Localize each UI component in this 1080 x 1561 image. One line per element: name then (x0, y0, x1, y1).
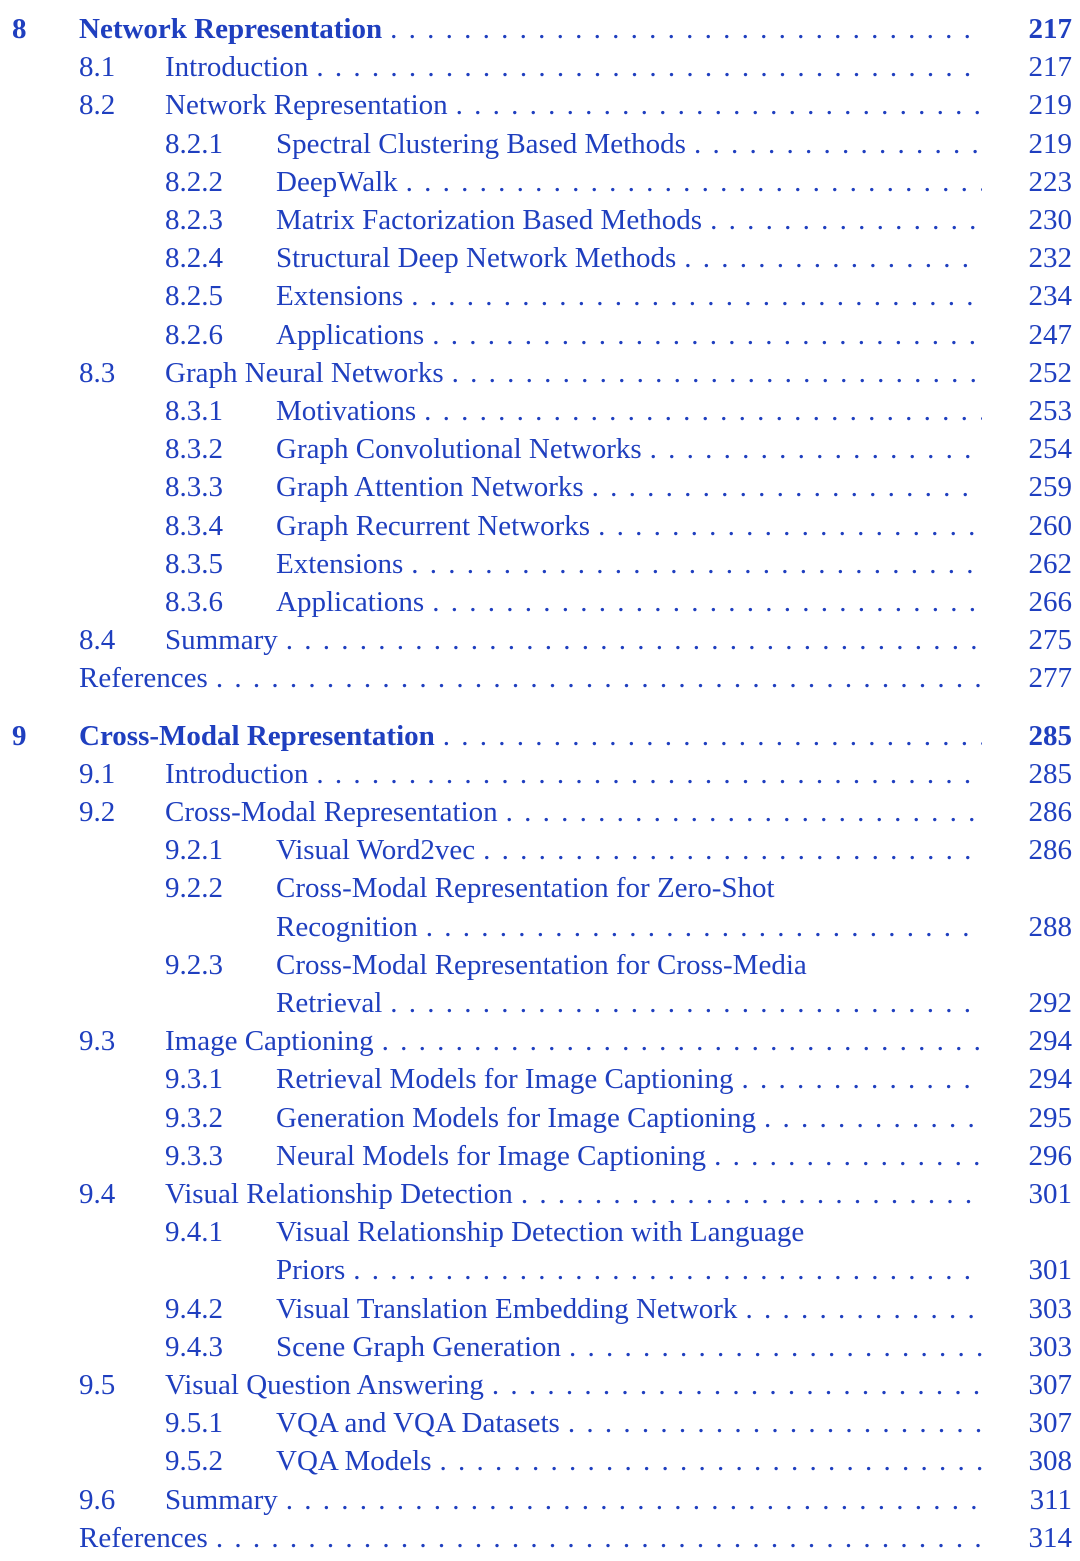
dot-leader (569, 1328, 982, 1366)
toc-entry-title-wrap (165, 1022, 990, 1060)
toc-entry[interactable] (0, 1251, 1080, 1289)
toc-entry-page-number[interactable]: 277 (1028, 662, 1072, 695)
toc-entry[interactable] (0, 1366, 1080, 1404)
toc-chapter-entry[interactable] (0, 10, 1080, 48)
toc-entry-page-number[interactable]: 260 (1028, 509, 1072, 542)
toc-entry-title[interactable]: References (79, 662, 208, 695)
dot-leader (216, 1519, 982, 1557)
toc-entry[interactable] (0, 793, 1080, 831)
toc-entry[interactable] (0, 468, 1080, 506)
toc-entry[interactable] (0, 48, 1080, 86)
toc-entry-number: 8.3.2 (165, 433, 223, 466)
dot-leader (216, 659, 982, 697)
toc-entry-title[interactable]: Summary (165, 624, 278, 657)
toc-entry[interactable] (0, 908, 1080, 946)
toc-entry[interactable] (0, 1175, 1080, 1213)
toc-entry-number: 8.2.3 (165, 204, 223, 236)
toc-entry-title[interactable]: Network Representation (165, 89, 448, 122)
toc-entry-number: 9.4 (79, 1178, 116, 1210)
dot-leader (714, 1137, 982, 1175)
toc-entry-page-number[interactable]: 253 (1028, 395, 1072, 427)
toc-entry-title[interactable]: Applications (276, 586, 425, 618)
toc-entry-page-number[interactable]: 254 (1028, 433, 1072, 466)
toc-entry-number: 8.2.6 (165, 318, 223, 351)
dot-leader (426, 908, 982, 946)
toc-entry[interactable] (0, 1481, 1080, 1519)
toc-entry-page-number[interactable]: 262 (1028, 547, 1072, 580)
toc-entry-page-number[interactable]: 219 (1028, 89, 1072, 122)
toc-entry-title[interactable]: Scene Graph Generation (276, 1330, 562, 1363)
toc-entry-title-wrap (276, 1328, 990, 1366)
toc-entry-number: 8.3.4 (165, 509, 223, 542)
toc-entry-title-wrap (165, 354, 990, 392)
toc-entry-title[interactable]: Graph Neural Networks (165, 356, 444, 389)
toc-entry[interactable] (0, 545, 1080, 583)
toc-entry-page-number[interactable]: 286 (1028, 796, 1072, 828)
dot-leader (390, 10, 982, 48)
toc-entry-page-number[interactable]: 247 (1028, 318, 1072, 351)
toc-entry-number: 9.4.1 (165, 1216, 223, 1249)
toc-entry-title-wrap (276, 1213, 990, 1251)
toc-entry-title[interactable]: DeepWalk (276, 165, 398, 198)
dot-leader (764, 1099, 982, 1137)
toc-entry-page-number[interactable]: 217 (1028, 13, 1072, 45)
toc-entry-title-wrap (276, 1137, 990, 1175)
toc-entry-number: 9.3 (79, 1025, 116, 1058)
toc-entry-title[interactable]: Spectral Clustering Based Methods (276, 127, 686, 160)
toc-entry-page-number[interactable]: 223 (1028, 165, 1072, 198)
toc-entry-title-wrap (276, 1060, 990, 1098)
dot-leader (521, 1175, 982, 1213)
toc-entry-title-wrap (276, 946, 990, 984)
toc-entry-number: 8.2 (79, 89, 116, 122)
toc-entry-page-number[interactable]: 314 (1028, 1521, 1072, 1554)
toc-entry[interactable] (0, 430, 1080, 468)
toc-entry[interactable] (0, 316, 1080, 354)
toc-entry[interactable] (0, 507, 1080, 545)
toc-entry-number: 9.2.1 (165, 834, 223, 867)
toc-entry-page-number[interactable]: 307 (1028, 1369, 1072, 1401)
dot-leader (456, 86, 982, 124)
dot-leader (411, 545, 982, 583)
toc-entry-title-wrap (276, 316, 990, 354)
dot-leader (406, 163, 982, 201)
toc-entry-number: 8.2.1 (165, 127, 223, 160)
toc-entry-page-number[interactable]: 275 (1028, 624, 1072, 657)
toc-entry[interactable] (0, 1099, 1080, 1137)
toc-entry-title-wrap (276, 1442, 990, 1480)
toc-entry-page-number[interactable]: 303 (1028, 1292, 1072, 1325)
toc-entry-number: 9.3.2 (165, 1101, 223, 1134)
toc-entry-number: 9.4.3 (165, 1330, 223, 1363)
toc-entry-number: 9.6 (79, 1483, 116, 1516)
toc-entry[interactable] (0, 583, 1080, 621)
dot-leader (694, 125, 982, 163)
toc-entry-number: 8.1 (79, 51, 116, 84)
toc-entry-number: 9.5.2 (165, 1445, 223, 1478)
dot-leader (411, 277, 982, 315)
toc-entry-title-wrap (276, 583, 990, 621)
dot-leader (741, 1060, 982, 1098)
toc-entry-title-wrap (79, 659, 990, 697)
dot-leader (506, 793, 982, 831)
toc-entry-title-wrap (276, 1404, 990, 1442)
toc-entry[interactable] (0, 354, 1080, 392)
toc-entry-title[interactable]: Visual Relationship Detection with Language (276, 1216, 805, 1249)
toc-entry[interactable] (0, 659, 1080, 697)
dot-leader (492, 1366, 982, 1404)
toc-entry-title-wrap (276, 1251, 990, 1289)
toc-entry-page-number[interactable]: 285 (1028, 757, 1072, 790)
toc-entry-title[interactable]: Cross-Modal Representation for Zero-Shot (276, 872, 775, 905)
toc-entry-title-wrap (276, 507, 990, 545)
toc-entry-title[interactable]: Image Captioning (165, 1025, 374, 1058)
toc-entry-title[interactable]: Generation Models for Image Captioning (276, 1101, 756, 1134)
toc-entry-page-number[interactable]: 294 (1028, 1063, 1072, 1096)
toc-entry-number: 8 (12, 13, 27, 45)
toc-entry-title[interactable]: Cross-Modal Representation (79, 719, 435, 752)
toc-entry-title-wrap (276, 239, 990, 277)
toc-entry[interactable] (0, 277, 1080, 315)
toc-entry-title[interactable]: Graph Attention Networks (276, 471, 584, 504)
toc-entry-page-number[interactable]: 295 (1028, 1101, 1072, 1134)
toc-entry-title-wrap (79, 1519, 990, 1557)
toc-entry-number: 9.3.3 (165, 1139, 223, 1172)
toc-entry-title[interactable]: Introduction (165, 51, 309, 84)
toc-entry[interactable] (0, 869, 1080, 907)
toc-entry-page-number[interactable]: 286 (1028, 834, 1072, 867)
toc-entry-number: 8.3.3 (165, 471, 223, 504)
toc-entry[interactable] (0, 1290, 1080, 1328)
toc-entry-title-wrap (276, 163, 990, 201)
toc-entry-title[interactable]: Visual Translation Embedding Network (276, 1292, 738, 1325)
toc-entry-number: 9.5 (79, 1369, 116, 1401)
dot-leader (316, 755, 982, 793)
toc-entry[interactable] (0, 1328, 1080, 1366)
toc-entry-number: 9.4.2 (165, 1292, 223, 1325)
toc-entry[interactable] (0, 201, 1080, 239)
toc-entry-title-wrap (276, 430, 990, 468)
dot-leader (592, 468, 982, 506)
dot-leader (452, 354, 982, 392)
toc-entry-title[interactable]: Cross-Modal Representation (165, 796, 498, 828)
toc-entry-number: 9.5.1 (165, 1407, 223, 1440)
toc-entry-title[interactable]: Network Representation (79, 13, 383, 45)
toc-entry-title-wrap (165, 793, 990, 831)
toc-entry-page-number[interactable]: 301 (1028, 1178, 1072, 1210)
toc-entry[interactable] (0, 1137, 1080, 1175)
toc-entry-number: 8.3.5 (165, 547, 223, 580)
toc-entry-title-wrap (276, 1099, 990, 1137)
toc-entry-title[interactable]: Matrix Factorization Based Methods (276, 204, 703, 236)
toc-entry-number: 8.3.1 (165, 395, 223, 427)
toc-entry-number: 8.2.2 (165, 165, 223, 198)
toc-chapter-entry[interactable] (0, 717, 1080, 755)
toc-entry-title[interactable]: Visual Question Answering (165, 1369, 484, 1401)
toc-entry-page-number[interactable]: 232 (1028, 242, 1072, 275)
toc-entry-number: 9.1 (79, 757, 116, 790)
toc-entry[interactable] (0, 392, 1080, 430)
toc-entry-number: 8.2.5 (165, 280, 223, 313)
toc-entry-page-number[interactable]: 303 (1028, 1330, 1072, 1363)
toc-entry-title-wrap (276, 908, 990, 946)
toc-entry[interactable] (0, 946, 1080, 984)
toc-entry-page-number[interactable]: 301 (1028, 1254, 1072, 1287)
dot-leader (684, 239, 982, 277)
toc-entry[interactable] (0, 163, 1080, 201)
toc-entry-title-wrap (165, 1366, 990, 1404)
toc-entry-number: 8.4 (79, 624, 116, 657)
dot-leader (316, 48, 982, 86)
dot-leader (483, 831, 982, 869)
toc-entry-title[interactable]: Graph Convolutional Networks (276, 433, 642, 466)
toc-entry-title[interactable]: VQA Models (276, 1445, 432, 1478)
dot-leader (439, 1442, 982, 1480)
toc-entry-title-wrap (165, 86, 990, 124)
toc-entry-title-wrap (276, 831, 990, 869)
toc-entry-page-number[interactable]: 259 (1028, 471, 1072, 504)
toc-entry-page-number[interactable]: 219 (1028, 127, 1072, 160)
toc-entry-title[interactable]: Introduction (165, 757, 309, 790)
toc-entry-title[interactable]: Structural Deep Network Methods (276, 242, 677, 275)
toc-entry-page-number[interactable]: 308 (1028, 1445, 1072, 1478)
toc-entry[interactable] (0, 1213, 1080, 1251)
toc-entry-page-number[interactable]: 307 (1028, 1407, 1072, 1440)
toc-entry-title-wrap (79, 717, 990, 755)
toc-entry[interactable] (0, 1442, 1080, 1480)
toc-entry[interactable] (0, 1519, 1080, 1557)
toc-entry-title-wrap (276, 201, 990, 239)
toc-entry-title[interactable]: Visual Word2vec (276, 834, 476, 867)
toc-entry-title-wrap (276, 869, 990, 907)
toc-entry-title-wrap (276, 1290, 990, 1328)
toc-entry-page-number[interactable]: 311 (1029, 1483, 1072, 1516)
dot-leader (745, 1290, 982, 1328)
toc-entry-number: 9.2.2 (165, 872, 223, 905)
toc-entry-number: 9.3.1 (165, 1063, 223, 1096)
toc-entry-number: 9.2 (79, 796, 116, 828)
toc-entry[interactable] (0, 1022, 1080, 1060)
dot-leader (432, 316, 982, 354)
toc-entry-title-wrap (79, 10, 990, 48)
toc-entry-page-number[interactable]: 234 (1028, 280, 1072, 313)
toc-entry-number: 9.2.3 (165, 948, 223, 981)
toc-entry-title[interactable]: Retrieval (276, 987, 383, 1019)
toc-entry[interactable] (0, 1404, 1080, 1442)
toc-entry-title-wrap (165, 755, 990, 793)
toc-entry-title[interactable]: Cross-Modal Representation for Cross-Media (276, 948, 807, 981)
toc-entry-title-wrap (276, 125, 990, 163)
toc-entry-title[interactable]: Applications (276, 318, 425, 351)
toc-entry-title[interactable]: Priors (276, 1254, 346, 1287)
toc-entry-number: 8.2.4 (165, 242, 223, 275)
toc-entry-title-wrap (276, 984, 990, 1022)
dot-leader (568, 1404, 982, 1442)
toc-entry-page-number[interactable]: 288 (1028, 910, 1072, 943)
toc-entry-title-wrap (276, 392, 990, 430)
toc-entry-page-number[interactable]: 296 (1028, 1139, 1072, 1172)
toc-entry[interactable] (0, 86, 1080, 124)
toc-entry-title[interactable]: Extensions (276, 280, 404, 313)
dot-leader (432, 583, 982, 621)
toc-entry-page-number[interactable]: 294 (1028, 1025, 1072, 1058)
toc-entry-number: 8.3.6 (165, 586, 223, 618)
toc-entry-title[interactable]: Neural Models for Image Captioning (276, 1139, 707, 1172)
toc-entry-title-wrap (165, 48, 990, 86)
toc-entry-title-wrap (276, 277, 990, 315)
dot-leader (286, 1481, 982, 1519)
dot-leader (390, 984, 982, 1022)
toc-entry-title[interactable]: VQA and VQA Datasets (276, 1407, 560, 1440)
toc-entry-title-wrap (165, 621, 990, 659)
toc-entry-title[interactable]: Extensions (276, 547, 404, 580)
toc-entry-title[interactable]: References (79, 1521, 208, 1554)
dot-leader (650, 430, 982, 468)
dot-leader (710, 201, 982, 239)
toc-entry-title[interactable]: Retrieval Models for Image Captioning (276, 1063, 734, 1096)
toc-entry-title-wrap (165, 1481, 990, 1519)
toc-entry-page-number[interactable]: 217 (1028, 51, 1072, 84)
dot-leader (424, 392, 982, 430)
toc-entry-page-number[interactable]: 230 (1028, 204, 1072, 236)
toc-entry-number: 9 (12, 719, 27, 752)
toc-entry[interactable] (0, 755, 1080, 793)
toc-entry[interactable] (0, 831, 1080, 869)
dot-leader (382, 1022, 982, 1060)
toc-entry-page-number[interactable]: 252 (1028, 356, 1072, 389)
toc-entry-title[interactable]: Recognition (276, 910, 418, 943)
toc-entry[interactable] (0, 621, 1080, 659)
dot-leader (598, 507, 982, 545)
toc-entry-title[interactable]: Visual Relationship Detection (165, 1178, 513, 1210)
toc-entry-title-wrap (165, 1175, 990, 1213)
toc-entry-title[interactable]: Summary (165, 1483, 278, 1516)
toc-entry-title-wrap (276, 545, 990, 583)
toc-entry-page-number[interactable]: 292 (1028, 987, 1072, 1019)
toc-entry-title[interactable]: Graph Recurrent Networks (276, 509, 591, 542)
dot-leader (286, 621, 982, 659)
toc-entry-number: 8.3 (79, 356, 116, 389)
toc-entry-title-wrap (276, 468, 990, 506)
toc-entry[interactable] (0, 239, 1080, 277)
dot-leader (353, 1251, 982, 1289)
toc-entry-page-number[interactable]: 285 (1028, 719, 1072, 752)
toc-entry-page-number[interactable]: 266 (1028, 586, 1072, 618)
toc-entry[interactable] (0, 1060, 1080, 1098)
toc-entry[interactable] (0, 984, 1080, 1022)
dot-leader (443, 717, 982, 755)
toc-entry[interactable] (0, 125, 1080, 163)
toc-entry-title[interactable]: Motivations (276, 395, 417, 427)
